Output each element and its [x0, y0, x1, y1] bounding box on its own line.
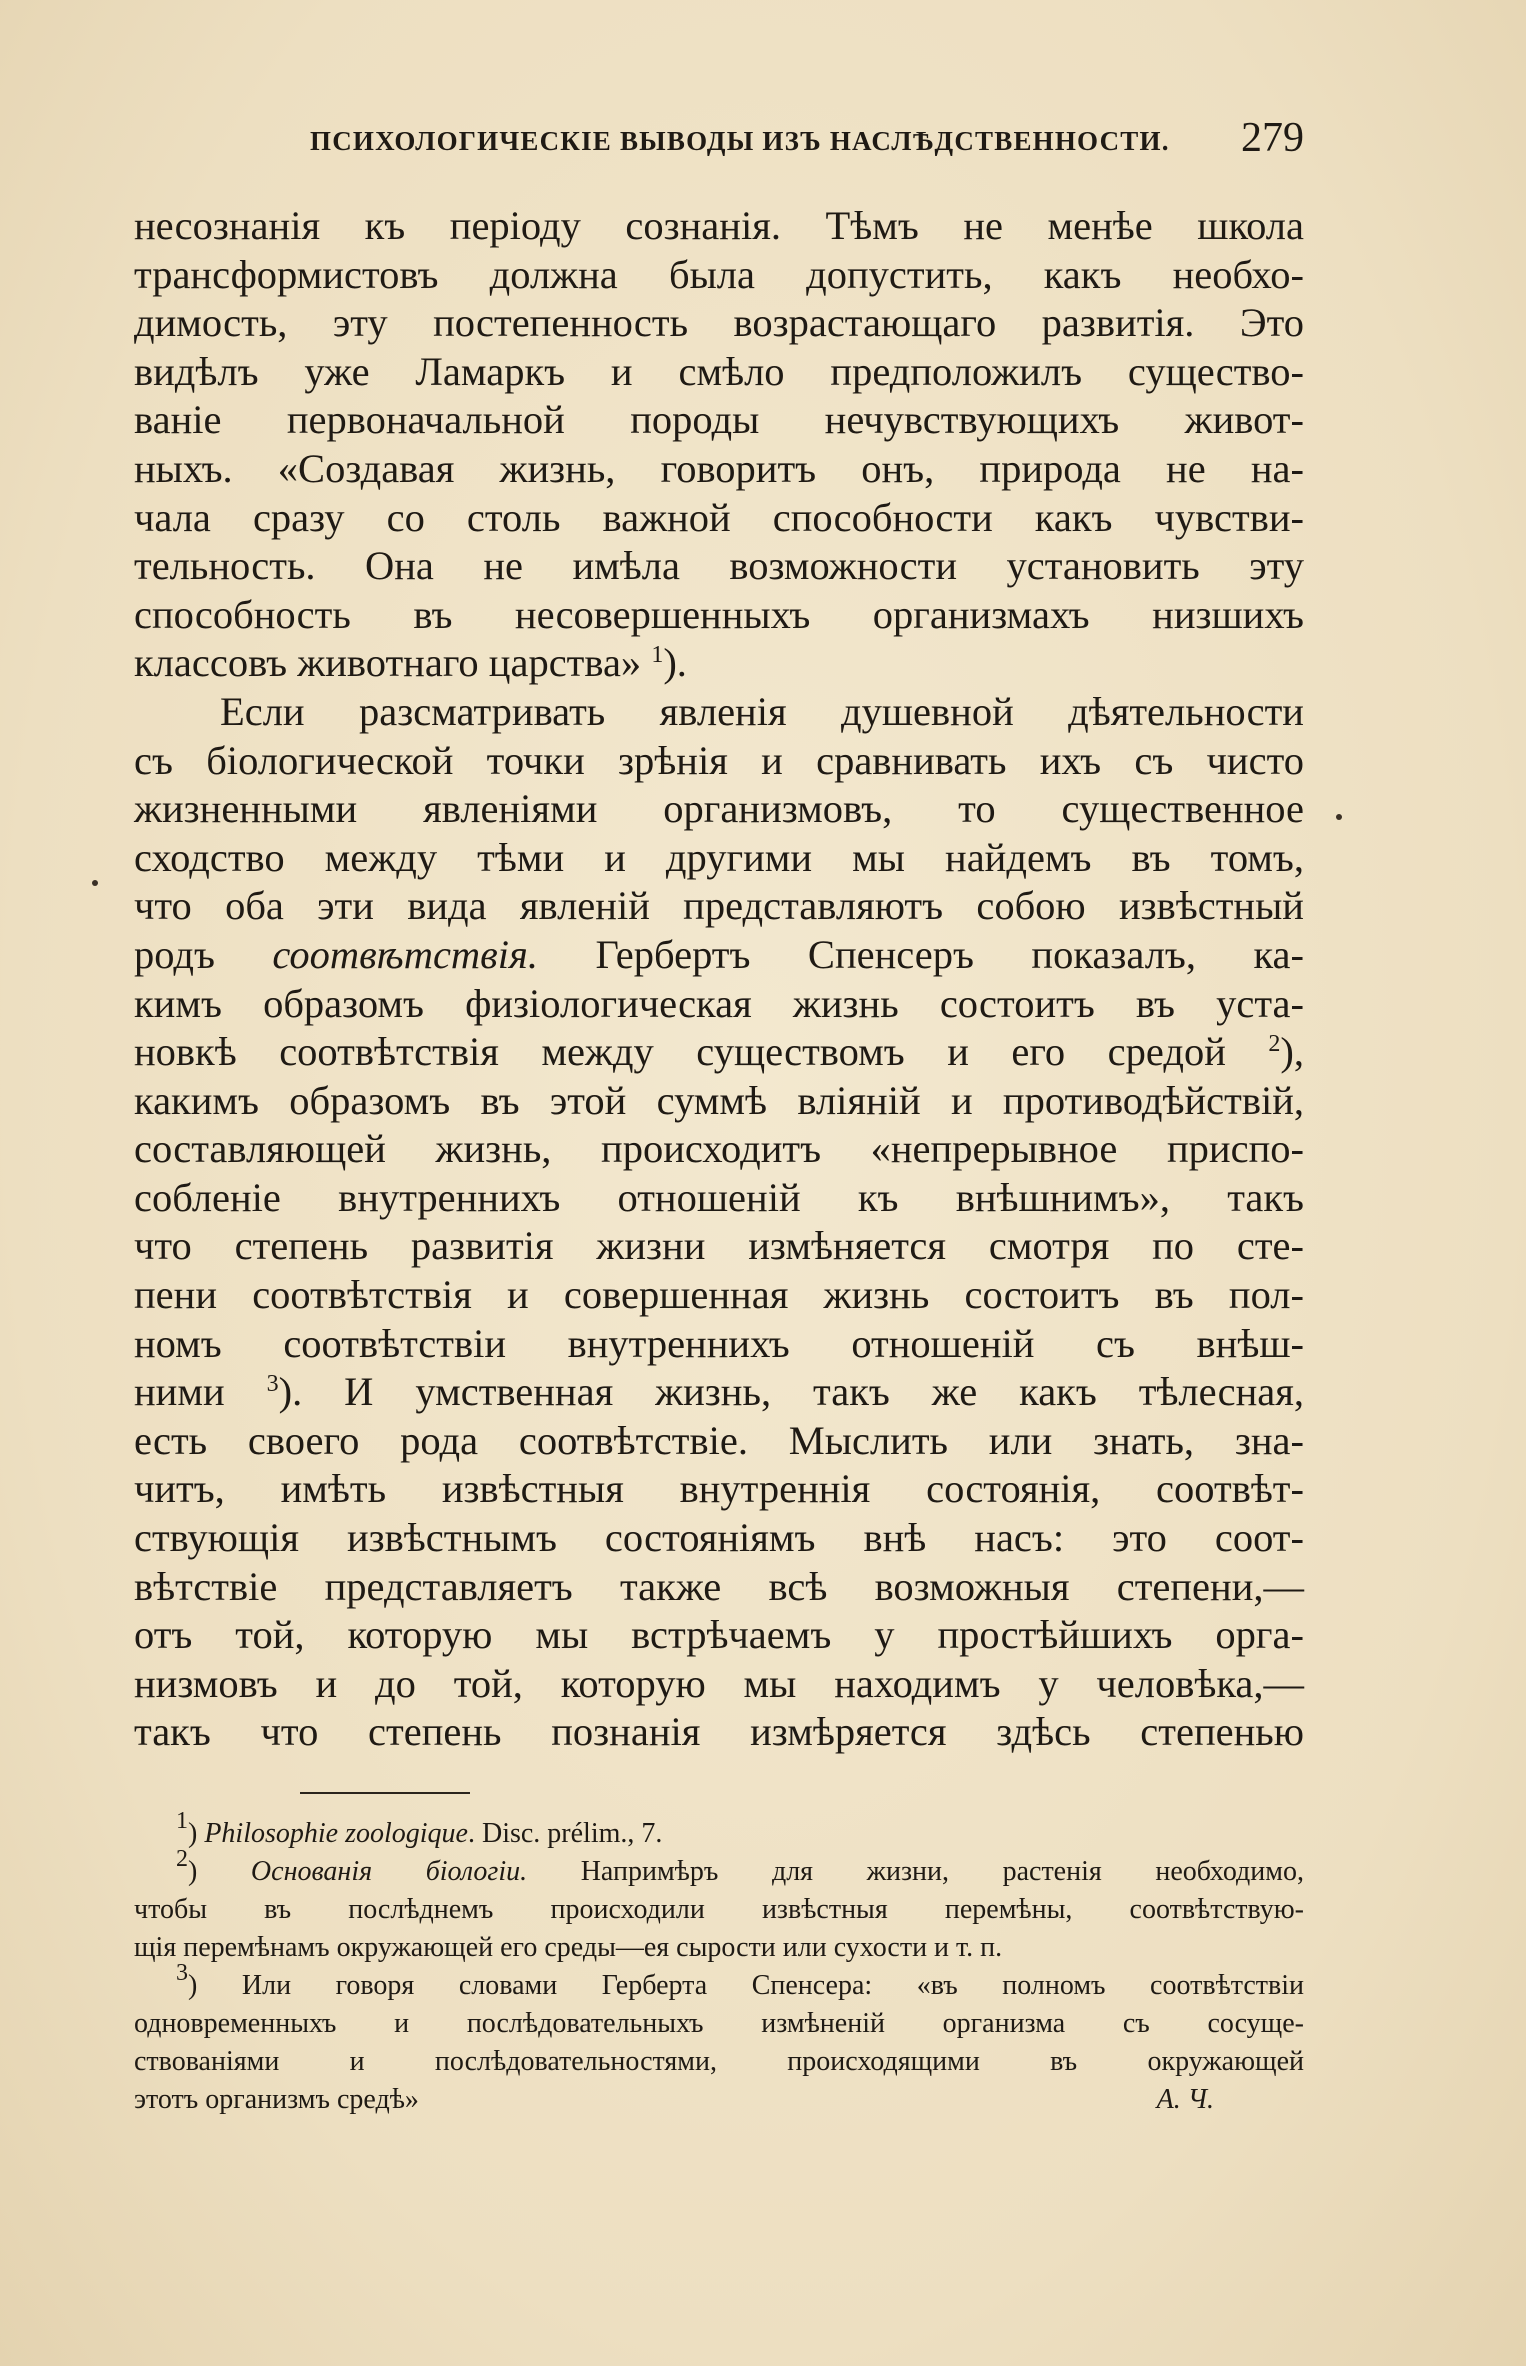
emphasized-term: соотвѣтствія.	[272, 931, 538, 977]
text-line: несознанія къ періоду сознанія. Тѣмъ не менѣе школа	[134, 203, 1304, 248]
footnote-ref: 1	[651, 642, 664, 669]
footnote-ref: 2	[1268, 1031, 1281, 1058]
text-line: кимъ образомъ физіологическая жизнь состоитъ въ уста-	[134, 980, 1304, 1026]
text-line: сходство между тѣми и другими мы найдемъ въ томъ,	[134, 834, 1304, 880]
footnote-ref: 3	[266, 1371, 279, 1398]
text-line	[134, 931, 1304, 980]
footnote-text: . Disc. prélim., 7.	[467, 1818, 663, 1849]
text-line: трансформистовъ должна была допустить, какъ необхо-	[134, 251, 1304, 297]
footnote-text: этотъ организмъ средѣ»	[134, 2084, 419, 2115]
footnote-text: чтобы въ послѣднемъ происходили извѣстныя перемѣны, соотвѣтствую-	[134, 1894, 1304, 1925]
text-fragment: ними	[134, 1369, 225, 1415]
footnote-1: $^1$) Philosophie zoologique. Disc. prélim., 7.	[176, 1808, 663, 1849]
text-line: такъ что степень познанія измѣряется здѣсь степенью	[134, 1709, 1304, 1755]
text-line	[134, 1028, 1304, 1077]
footnotes	[134, 1808, 1305, 2119]
text-line: вѣтствіе представляетъ также всѣ возможныя степени,—	[134, 1563, 1304, 1609]
running-title: ПСИХОЛОГИЧЕСКІЕ ВЫВОДЫ ИЗЪ НАСЛѢДСТВЕННОСТИ.	[310, 126, 1170, 156]
text-fragment: ),	[1280, 1029, 1304, 1075]
text-line: съ біологической точки зрѣнія и сравнивать ихъ съ чисто	[134, 737, 1304, 783]
text-line: составляющей жизнь, происходитъ «непрерывное приспо-	[134, 1126, 1304, 1172]
text-line: жизненными явленіями организмовъ, то существенное	[134, 786, 1304, 832]
text-fragment: классовъ животнаго царства»	[134, 640, 642, 686]
text-line: ствующія извѣстнымъ состояніямъ внѣ насъ: это соот-	[134, 1515, 1304, 1561]
footnote-mark: 3	[176, 1960, 188, 1986]
footnote-last-line	[134, 2081, 1304, 2119]
text-line: тельность. Она не имѣла возможности установить эту	[134, 543, 1304, 589]
text-line: димость, эту постепенность возрастающаго развитія. Это	[134, 300, 1304, 346]
footnote-text: щія перемѣнамъ окружающей его среды—ея сырости или сухости и т. п.	[134, 1932, 1003, 1963]
text-fragment: родъ	[134, 931, 215, 977]
running-head	[134, 115, 1304, 161]
text-line: видѣлъ уже Ламаркъ и смѣло предположилъ существо-	[134, 348, 1304, 394]
text-fragment: новкѣ соотвѣтствія между существомъ и его средой	[134, 1029, 1226, 1075]
footnote-divider	[300, 1792, 470, 1794]
translator-signature: А. Ч.	[1156, 2084, 1214, 2115]
text-line: чала сразу со столь важной способности какъ чувстви-	[134, 494, 1304, 540]
text-line: ныхъ. «Создавая жизнь, говоритъ онъ, природа не на-	[134, 445, 1304, 491]
text-line: что оба эти вида явленій представляютъ собою извѣстный	[134, 883, 1304, 929]
text-line: отъ той, которую мы встрѣчаемъ у простѣйшихъ орга-	[134, 1612, 1304, 1658]
text-line: номъ соотвѣтствіи внутреннихъ отношеній съ внѣш-	[134, 1320, 1304, 1366]
footnote-mark: 2	[176, 1846, 188, 1872]
text-line: ваніе первоначальной породы нечувствующихъ живот-	[134, 397, 1304, 443]
footnote-text: одновременныхъ и послѣдовательныхъ измѣненій организма съ сосуще-	[134, 2008, 1304, 2039]
text-line: читъ, имѣть извѣстныя внутреннія состоянія, соотвѣт-	[134, 1466, 1304, 1512]
text-line	[134, 639, 1304, 688]
footnote-title: Основанія біологіи.	[250, 1856, 528, 1887]
text-line: есть своего рода соотвѣтствіе. Мыслить или знать, зна-	[134, 1417, 1304, 1463]
text-line: какимъ образомъ въ этой суммѣ вліяній и противодѣйствій,	[134, 1077, 1304, 1123]
footnote-text: ствованіями и послѣдовательностями, происходящими въ окружающей	[134, 2046, 1304, 2077]
ink-speck	[1336, 814, 1342, 820]
ink-speck	[92, 880, 98, 886]
page-number: 279	[1241, 115, 1304, 161]
text-line: пени соотвѣтствія и совершенная жизнь состоитъ въ пол-	[134, 1272, 1304, 1318]
footnote-mark: 1	[176, 1808, 188, 1834]
text-line: низмовъ и до той, которую мы находимъ у человѣка,—	[134, 1660, 1304, 1706]
text-line: Если разсматривать явленія душевной дѣятельности	[220, 688, 1304, 734]
footnote-3: $^3$) Или говоря словами Герберта Спенсера: «въ полномъ соотвѣтствіи	[176, 1960, 1304, 2001]
footnote-2: $^2$) Основанія біологіи. Напримѣръ для жизни, растенія необходимо,	[176, 1846, 1305, 1887]
text-fragment: ).	[663, 640, 687, 686]
text-line: что степень развитія жизни измѣняется смотря по сте-	[134, 1223, 1304, 1269]
main-text	[134, 202, 1304, 1757]
text-fragment: Гербертъ Спенсеръ показалъ, ка-	[595, 931, 1304, 977]
footnote-text: Или говоря словами Герберта Спенсера: «въ полномъ соотвѣтствіи	[197, 1970, 1304, 2001]
text-line: способность въ несовершенныхъ организмахъ низшихъ	[134, 591, 1304, 637]
footnote-text: Напримѣръ для жизни, растенія необходимо,	[527, 1856, 1305, 1887]
text-fragment: ). И умственная жизнь, такъ же какъ тѣлесная,	[278, 1369, 1305, 1415]
text-line: собленіе внутреннихъ отношеній къ внѣшнимъ», такъ	[134, 1174, 1304, 1220]
text-line	[134, 1368, 1304, 1417]
footnote-title: Philosophie zoologique	[204, 1818, 468, 1849]
